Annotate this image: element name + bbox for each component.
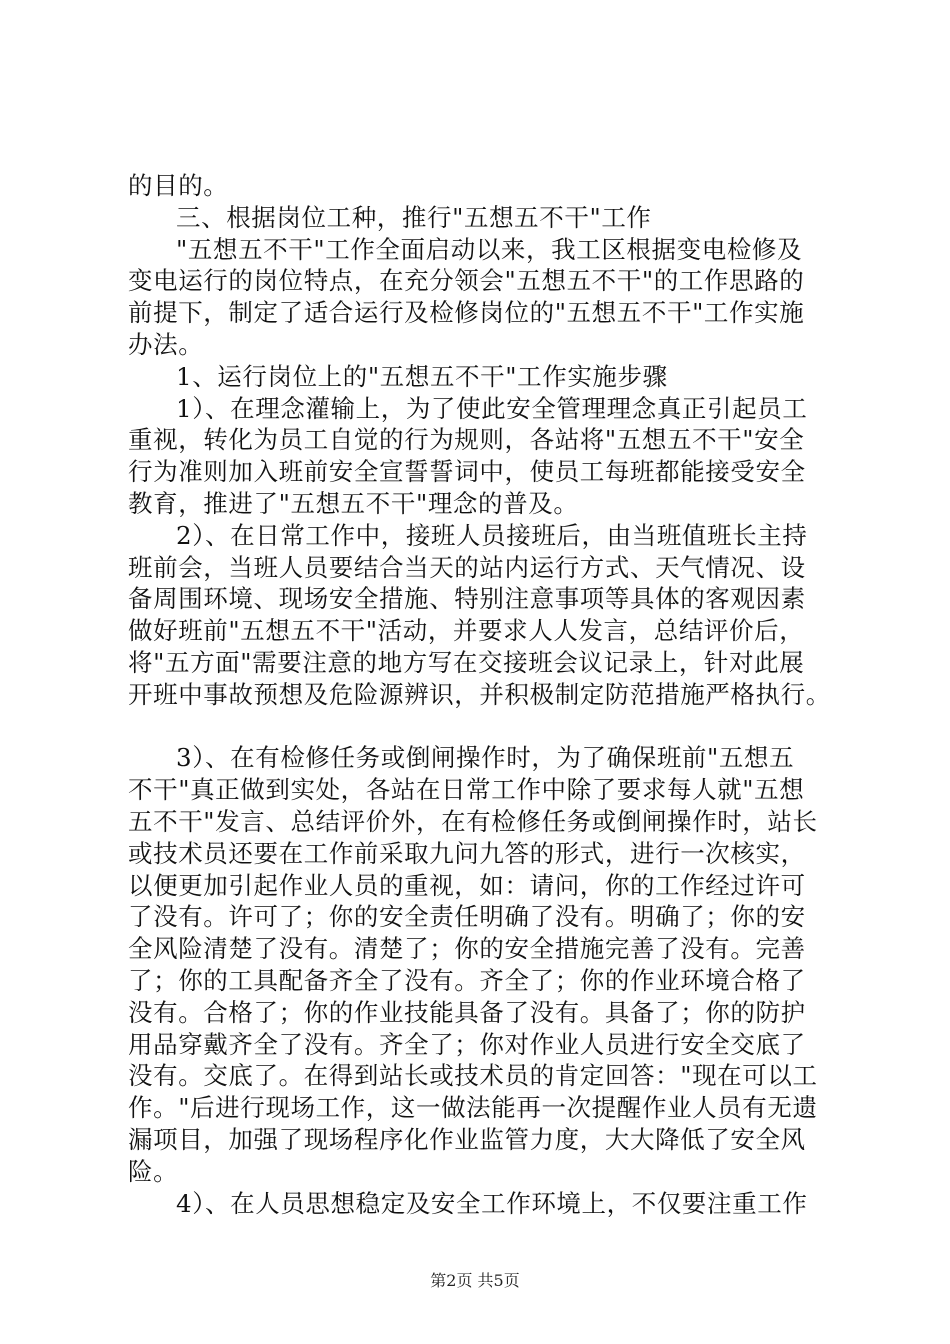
text-line: 办法。 (128, 329, 204, 359)
text-line: 行为准则加入班前安全宣誓誓词中，使员工每班都能接受安全 (128, 457, 806, 487)
text-line: 作。"后进行现场工作，这一做法能再一次提醒作业人员有无遗 (128, 1093, 818, 1123)
text-line: 做好班前"五想五不干"活动，并要求人人发言，总结评价后， (128, 616, 805, 646)
text-line: 开班中事故预想及危险源辨识，并积极制定防范措施严格执行。 (128, 679, 831, 709)
text-line: 用品穿戴齐全了没有。齐全了；你对作业人员进行安全交底了 (128, 1029, 806, 1059)
text-line: 不干"真正做到实处，各站在日常工作中除了要求每人就"五想 (128, 775, 805, 805)
text-line: 了；你的工具配备齐全了没有。齐全了；你的作业环境合格了 (128, 965, 806, 995)
text-line: 班前会，当班人员要结合当天的站内运行方式、天气情况、设 (128, 552, 806, 582)
text-line: 重视，转化为员工自觉的行为规则，各站将"五想五不干"安全 (128, 425, 805, 455)
text-line: 备周围环境、现场安全措施、特别注意事项等具体的客观因素 (128, 584, 806, 614)
text-line: 2）、在日常工作中，接班人员接班后，由当班值班长主持 (176, 520, 808, 550)
text-line: 五不干"发言、总结评价外，在有检修任务或倒闸操作时，站长 (128, 806, 818, 836)
text-line: 1、运行岗位上的"五想五不干"工作实施步骤 (176, 361, 668, 391)
text-line: 了没有。许可了；你的安全责任明确了没有。明确了；你的安 (128, 902, 806, 932)
text-line: 的目的。 (128, 171, 229, 200)
text-line: 教育，推进了"五想五不干"理念的普及。 (128, 488, 579, 518)
text-line: 3）、在有检修任务或倒闸操作时，为了确保班前"五想五 (176, 743, 795, 773)
text-line: 4）、在人员思想稳定及安全工作环境上，不仅要注重工作 (176, 1188, 808, 1218)
text-line: 全风险清楚了没有。清楚了；你的安全措施完善了没有。完善 (128, 934, 806, 964)
text-line (128, 711, 830, 743)
text-line: 1）、在理念灌输上，为了使此安全管理理念真正引起员工 (176, 393, 808, 423)
text-line: 三、根据岗位工种，推行"五想五不干"工作 (176, 202, 652, 232)
text-line: 或技术员还要在工作前采取九问九答的形式，进行一次核实， (128, 838, 806, 868)
text-line: 以便更加引起作业人员的重视，如：请问，你的工作经过许可 (128, 870, 806, 900)
text-line: 没有。合格了；你的作业技能具备了没有。具备了；你的防护 (128, 997, 806, 1027)
text-line: 漏项目，加强了现场程序化作业监管力度，大大降低了安全风 (128, 1124, 806, 1154)
text-line: 没有。交底了。在得到站长或技术员的肯定回答："现在可以工 (128, 1061, 818, 1091)
page-footer: 第2页 共5页 (430, 1271, 520, 1290)
text-line: 险。 (128, 1156, 179, 1186)
document-body (128, 170, 830, 1219)
text-line: "五想五不干"工作全面启动以来，我工区根据变电检修及 (176, 234, 803, 264)
text-line: 将"五方面"需要注意的地方写在交接班会议记录上，针对此展 (128, 647, 805, 677)
text-line: 前提下，制定了适合运行及检修岗位的"五想五不干"工作实施 (128, 298, 805, 328)
text-line: 变电运行的岗位特点，在充分领会"五想五不干"的工作思路的 (128, 266, 805, 296)
